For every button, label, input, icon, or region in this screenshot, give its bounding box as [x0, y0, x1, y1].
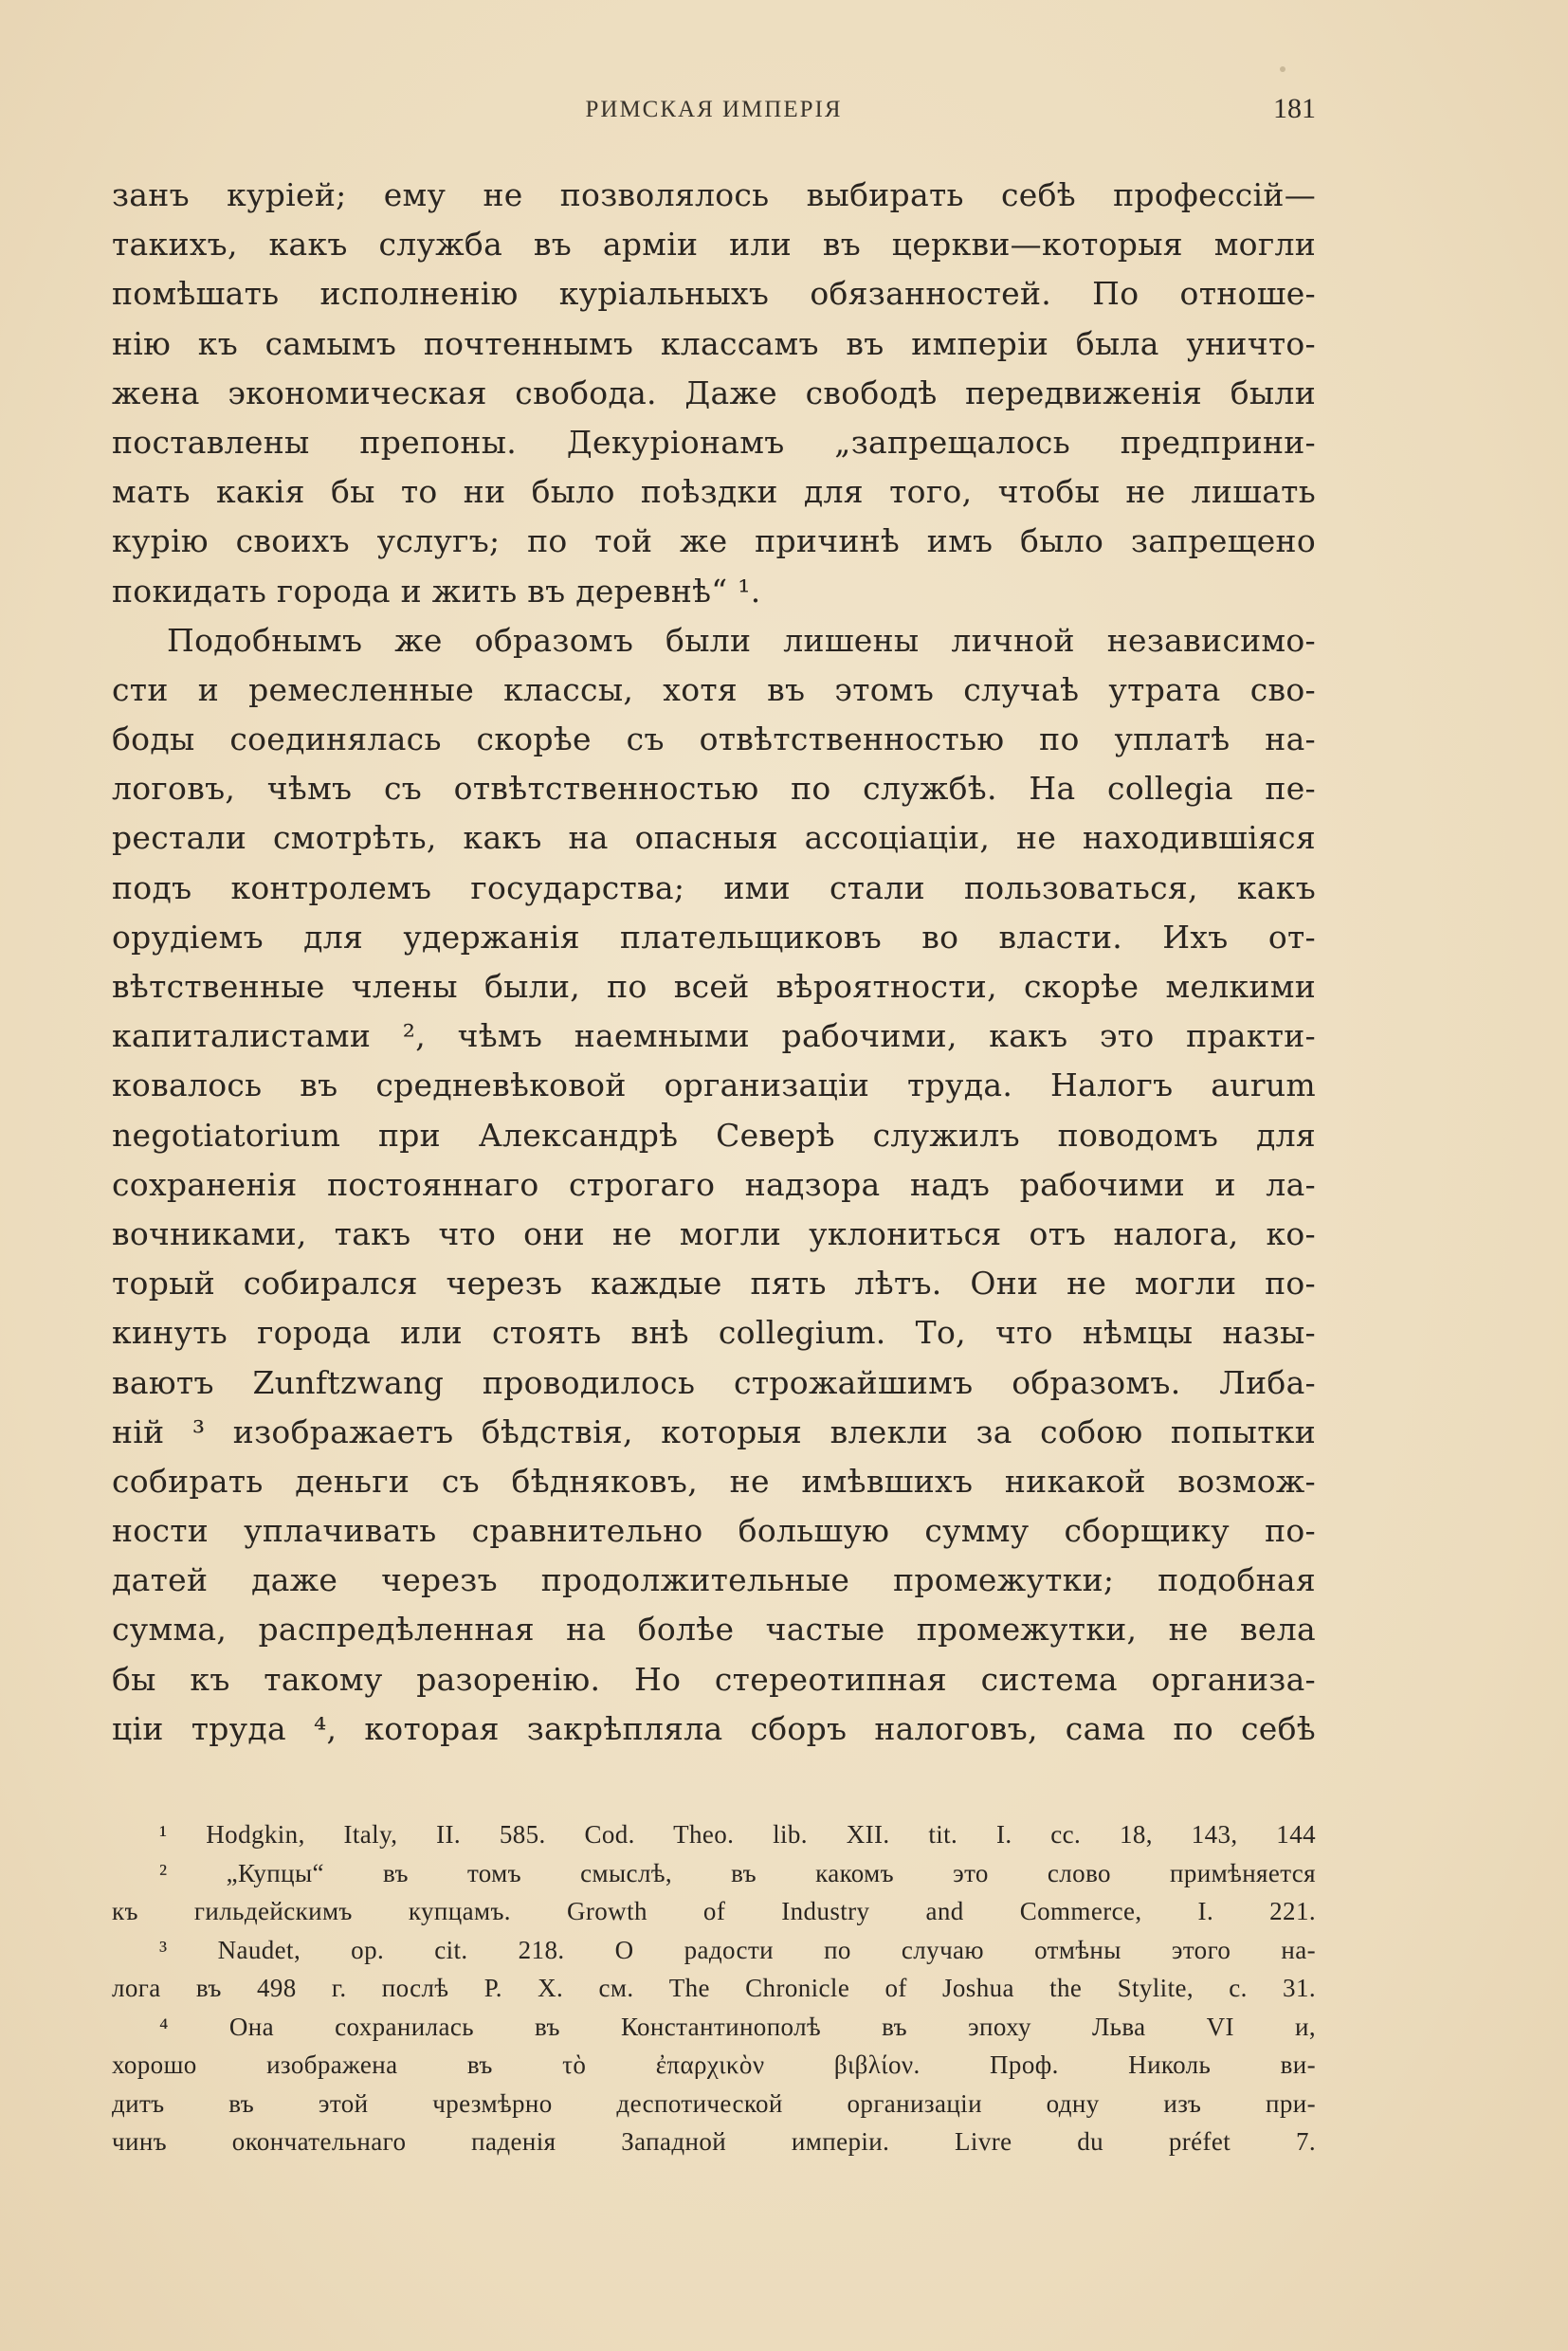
body-line: вочниками, такъ что они не могли уклониться отъ налога, ко- — [112, 1214, 1316, 1252]
paper-speck — [1280, 66, 1285, 72]
footnotes — [112, 1815, 1316, 2161]
footnote-line: лога въ 498 г. послѣ Р. Х. см. The Chronicle of Joshua the Stylite, c. 31. — [112, 1974, 1316, 2002]
footnote-line: хорошо изображена въ τὸ ἐπαρχικὸν βιβλίον. Проф. Николь ви- — [112, 2050, 1316, 2079]
body-line: логовъ, чѣмъ съ отвѣтственностью по службѣ. На collegia пе- — [112, 770, 1316, 808]
body-line: мать какія бы то ни было поѣздки для того, чтобы не лишать — [112, 473, 1316, 511]
body-line: занъ куріей; ему не позволялось выбирать себѣ профессій— — [112, 176, 1316, 213]
body-line: ваютъ Zunftzwang проводилось строжайшимъ образомъ. Либа- — [112, 1363, 1316, 1401]
body-line: бы къ такому разоренію. Но стереотипная система организа- — [112, 1660, 1316, 1698]
footnote-line: къ гильдейскимъ купцамъ. Growth of Industry and Commerce, I. 221. — [112, 1897, 1316, 1925]
body-line: боды соединялась скорѣе съ отвѣтственностью по уплатѣ на- — [112, 720, 1316, 758]
footnote-line: ³ Naudet, op. cit. 218. О радости по случаю отмѣны этого на- — [159, 1935, 1316, 1964]
footnote-line: дитъ въ этой чрезмѣрно деспотической организаціи одну изъ при- — [112, 2088, 1316, 2118]
body-line: собирать деньги съ бѣдняковъ, не имѣвшихъ никакой возмож- — [112, 1462, 1316, 1500]
body-line: такихъ, какъ служба въ арміи или въ церкви—которыя могли — [112, 226, 1316, 264]
footnote-line: ² „Купцы“ въ томъ смыслѣ, въ какомъ это слово примѣняется — [159, 1858, 1316, 1887]
body-line: ній ³ изображаетъ бѣдствія, которыя влекли за собою попытки — [112, 1412, 1316, 1450]
page-number: 181 — [1273, 93, 1316, 124]
body-line: торый собирался черезъ каждые пять лѣтъ. Они не могли по- — [112, 1265, 1316, 1303]
body-line: нію къ самымъ почтеннымъ классамъ въ имперіи была уничто- — [112, 324, 1316, 362]
running-head: РИМСКАЯ ИМПЕРІЯ — [585, 97, 843, 122]
body-line: кинуть города или стоять внѣ collegium. То, что нѣмцы назы- — [112, 1314, 1316, 1352]
page-header — [112, 93, 1316, 131]
body-line: ковалось въ средневѣковой организаціи труда. Налогъ aurum — [112, 1066, 1316, 1104]
body-line: капиталистами ², чѣмъ наемными рабочими, какъ это практи- — [112, 1017, 1316, 1055]
body-line: сумма, распредѣленная на болѣе частые промежутки, не вела — [112, 1611, 1316, 1649]
body-line: подъ контролемъ государства; ими стали пользоваться, какъ — [112, 868, 1316, 906]
body-line: сохраненія постояннаго строгаго надзора надъ рабочими и ла- — [112, 1165, 1316, 1203]
body-line: ности уплачивать сравнительно большую сумму сборщику по- — [112, 1512, 1316, 1550]
footnote-line: чинъ окончательнаго паденія Западной имперіи. Livre du préfet 7. — [112, 2127, 1316, 2156]
footnote-line: ¹ Hodgkin, Italy, II. 585. Cod. Theo. lib. XII. tit. I. cc. 18, 143, 144 — [159, 1820, 1316, 1849]
footnote-line: ⁴ Она сохранилась въ Константинополѣ въ эпоху Льва VI и, — [159, 2012, 1316, 2041]
body-line: поставлены препоны. Декуріонамъ „запрещалось предприни- — [112, 423, 1316, 461]
body-text — [112, 171, 1316, 1754]
body-line: сти и ремесленные классы, хотя въ этомъ случаѣ утрата сво- — [112, 670, 1316, 708]
body-line: орудіемъ для удержанія плательщиковъ во власти. Ихъ от- — [112, 918, 1316, 956]
body-line: вѣтственные члены были, по всей вѣроятности, скорѣе мелкими — [112, 968, 1316, 1005]
body-line: помѣшать исполненію куріальныхъ обязанностей. По отноше- — [112, 275, 1316, 313]
body-line: рестали смотрѣть, какъ на опасныя ассоціаціи, не находившіяся — [112, 819, 1316, 857]
body-line: курію своихъ услугъ; по той же причинѣ имъ было запрещено — [112, 522, 1316, 560]
body-line: жена экономическая свобода. Даже свободѣ передвиженія были — [112, 374, 1316, 411]
body-line: Подобнымъ же образомъ были лишены личной независимо- — [167, 621, 1316, 659]
body-line: датей даже черезъ продолжительные промежутки; подобная — [112, 1561, 1316, 1599]
body-line: negotiatorium при Александрѣ Северѣ служилъ поводомъ для — [112, 1116, 1316, 1154]
body-line: покидать города и жить въ деревнѣ“ ¹. — [112, 572, 761, 610]
body-line: ціи труда ⁴, которая закрѣпляла сборъ налоговъ, сама по себѣ — [112, 1709, 1316, 1747]
